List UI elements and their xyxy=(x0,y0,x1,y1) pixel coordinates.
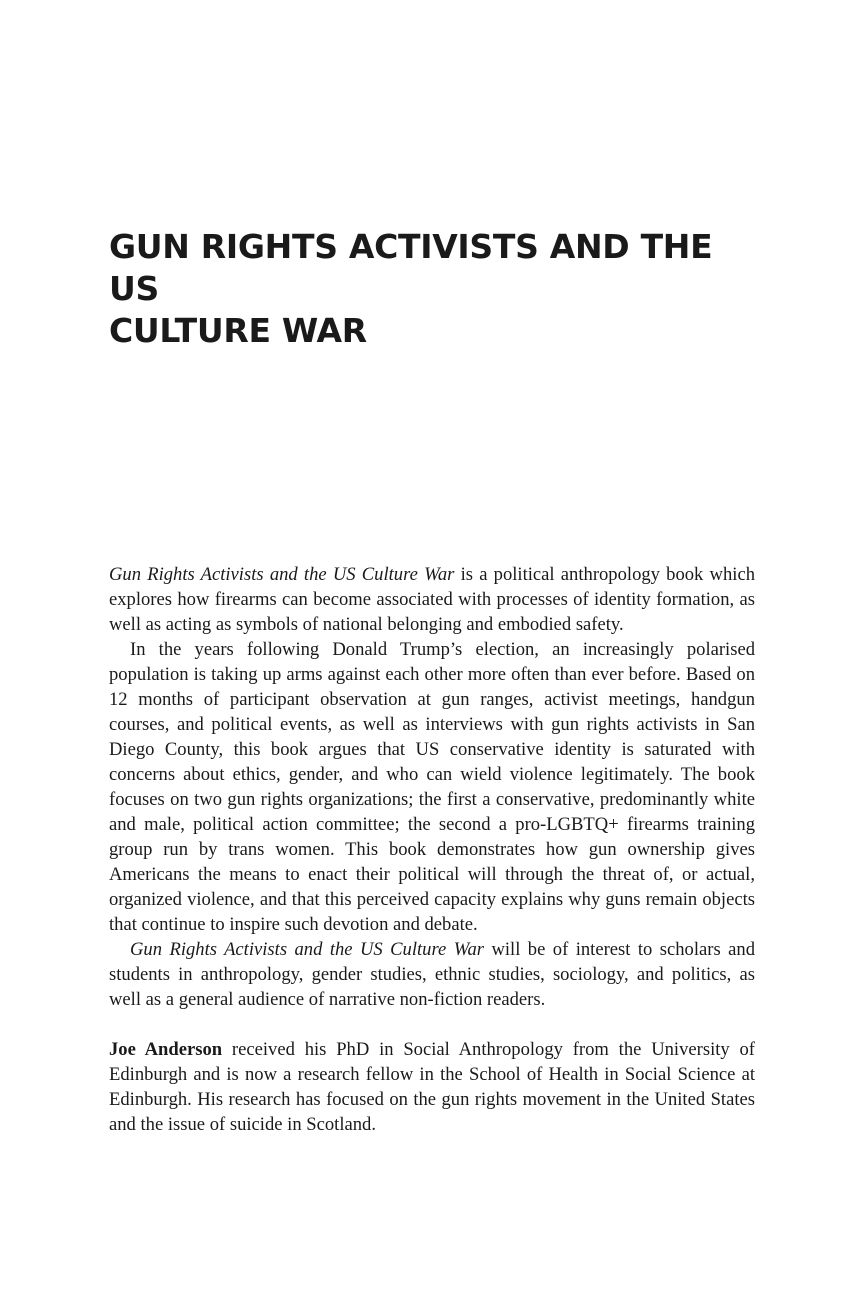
author-name: Joe Anderson xyxy=(109,1039,223,1060)
author-bio-text: received his PhD in Social Anthropology from the University of Edinburgh and is now a research fellow in the School of Health in Social Science at Edinburgh. His research has focused on the gun rights movement in the United States and the issue of suicide in Scotland. xyxy=(109,1039,755,1135)
book-title-italic: Gun Rights Activists and the US Culture War xyxy=(109,564,455,585)
book-title xyxy=(109,226,769,352)
description-paragraph-1 xyxy=(109,562,755,637)
book-title-line-1: GUN RIGHTS ACTIVISTS AND THE US xyxy=(109,227,713,308)
description-paragraph-1-text: is a political anthropology book which explores how firearms can become associated with processes of identity formation, as well as acting as symbols of national belonging and embodied safety. xyxy=(109,564,755,635)
book-title-line-2: CULTURE WAR xyxy=(109,311,367,350)
description-paragraph-3 xyxy=(109,937,755,1012)
description-paragraph-2: In the years following Donald Trump’s election, an increasingly polarised population is taking up arms against each other more often than ever before. Based on 12 months of participant observation at gun ranges, activist meetings, handgun courses, and political events, as well as interviews with gun rights activists in San Diego County, this book argues that US conservative identity is saturated with concerns about ethics, gender, and who can wield violence legitimately. The book focuses on two gun rights organizations; the first a conservative, predominantly white and male, political action committee; the second a pro-LGBTQ+ firearms training group run by trans women. This book demonstrates how gun ownership gives Americans the means to enact their political will through the threat of, or actual, organized violence, and that this perceived capacity explains why guns remain objects that continue to inspire such devotion and debate. xyxy=(109,639,755,935)
book-description xyxy=(109,562,755,1137)
book-title-italic: Gun Rights Activists and the US Culture War xyxy=(130,939,485,960)
description-paragraph-3-text: will be of interest to scholars and students in anthropology, gender studies, ethnic studies, sociology, and politics, as well as a general audience of narrative non-fiction readers. xyxy=(109,939,755,1010)
author-bio xyxy=(109,1037,755,1137)
